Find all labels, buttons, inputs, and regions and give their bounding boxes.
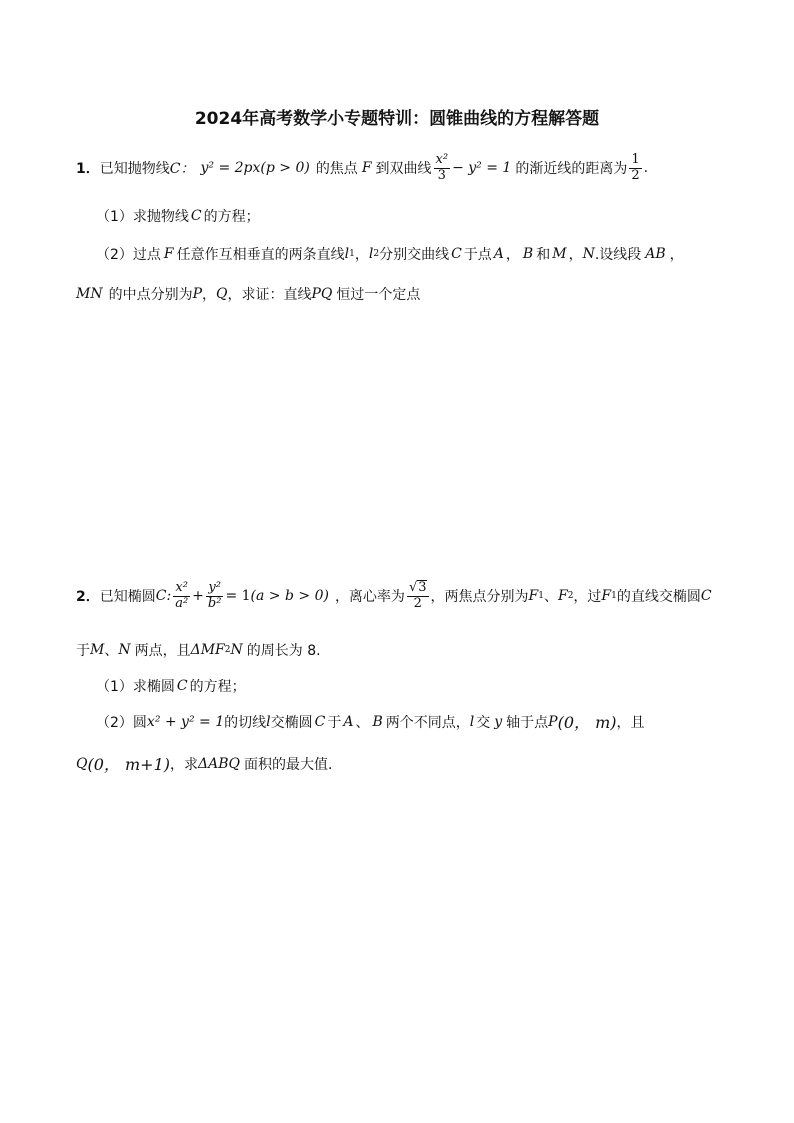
fraction: $\frac{\text{x²}}{\text{a²}}$ — [175, 579, 189, 611]
problem-2-statement: 2． 已知椭圆 C: $\frac{\text{x²}}{\text{a²}}$ + $\frac{\text{y²}}{\text{b²}}$ = 1 (a > b > 0) ，离心率为 $\frac{√3}{2}$ ，两焦点分别为 F 1 、 F 2 ，过 F 1 的直线交椭圆 C — [76, 579, 712, 611]
fraction: $\frac{\text{y²}}{\text{b²}}$ — [207, 579, 222, 611]
parabola-equation: y² = 2px(p > 0) — [200, 160, 310, 176]
problem-2-part-1: （1）求椭圆 C 的方程； — [96, 678, 246, 695]
page-title: 2024年高考数学小专题特训：圆锥曲线的方程解答题 — [194, 109, 600, 129]
problem-1-statement: 1． 已知抛物线 C： y² = 2px(p > 0) 的焦点 F 到双曲线 $\frac{\text{x²}}{3}$ − y² = 1 的渐近线的距离为 $\frac{1}{2}$ . — [76, 151, 649, 183]
problem-1-part-2-continued: MN 的中点分别为 P ， Q ，求证：直线 PQ 恒过一个定点 — [76, 286, 421, 303]
problem-2-part-2: （2）圆 x² + y² = 1 的切线 l 交椭圆 C 于 A 、 B 两个不同点， l 交 y 轴于点 P (0， m) ，且 — [96, 713, 645, 732]
problem-number: 2． — [76, 589, 100, 605]
problem-2-statement-continued: 于 M 、 N 两点，且 ΔMF 2 N 的周长为 8. — [76, 642, 321, 659]
problem-number: 1． — [76, 161, 100, 177]
problem-1-part-1: （1）求抛物线 C 的方程； — [96, 208, 260, 225]
problem-2-part-2-continued: Q (0， m+1) ，求 ΔABQ 面积的最大值． — [76, 755, 342, 774]
problem-1-part-2: （2）过点 F 任意作互相垂直的两条直线 l 1 ， l 2 分别交曲线 C 于点 A ， B 和 M ， N .设线段 AB ， — [96, 246, 684, 263]
fraction: $\frac{\text{x²}}{3}$ — [435, 151, 449, 183]
fraction: $\frac{√3}{2}$ — [408, 580, 427, 611]
fraction: $\frac{1}{2}$ — [631, 151, 640, 183]
